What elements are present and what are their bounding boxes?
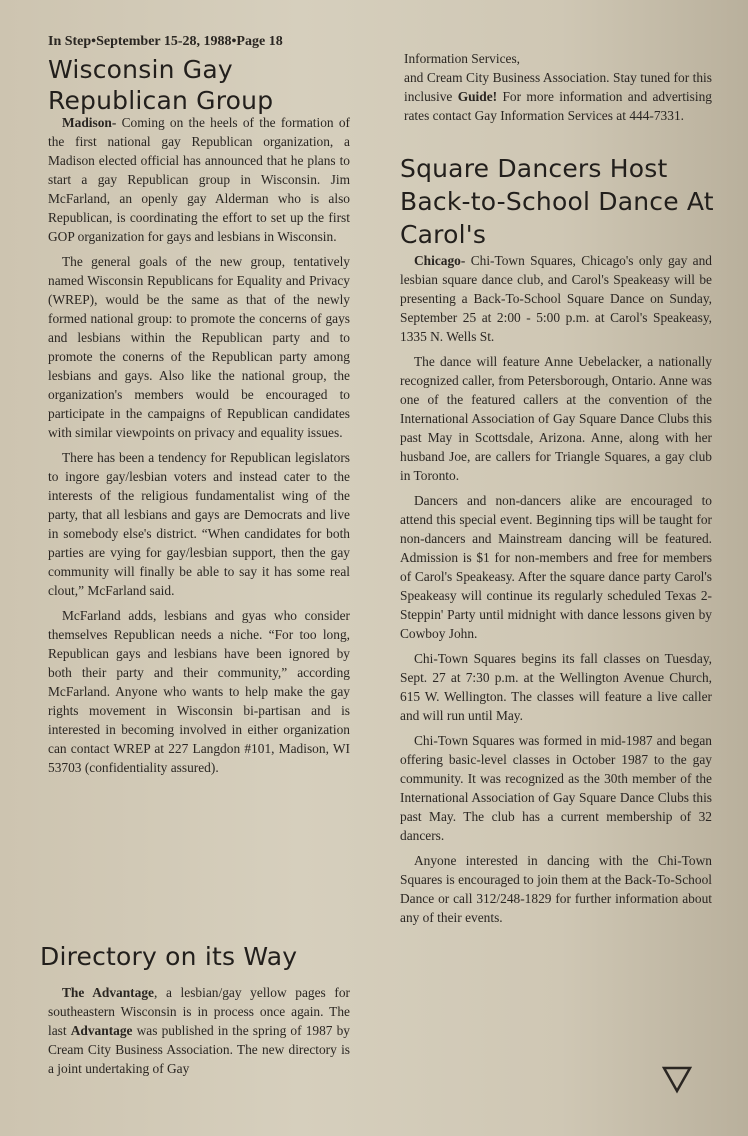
article-directory-body	[48, 983, 350, 1084]
square-paragraph-3: Dancers and non-dancers alike are encouraged to attend this special event. Beginning tips will be taught for non-dancers and Mainstream dancing will be featured. Admission is $1 for non-members and free for members of Carol's Speakeasy. After the square dance party Carol's Speakeasy will continue its regularly scheduled Texas 2-Steppin' Party until midnight with dance lessons given by Cowboy John.	[400, 493, 712, 641]
square-paragraph-1: Chicago- Chi-Town Squares, Chicago's only gay and lesbian square dance club, and Carol's Speakeasy will be presenting a Back-To-School Square Dance on Sunday, September 25 at 2:00 - 5:00 p.m. at Carol's Speakeasy, 1335 N. Wells St.	[400, 253, 712, 344]
wisconsin-paragraph-2: The general goals of the new group, tentatively named Wisconsin Republicans for Equality and Privacy (WREP), would be the same as that of the newly formed national group: to promote the concerns of gays and lesbians within the Republican party and to promote the conerns of the Republican party among lesbians and gays. Also like the national group, the organization's members would be encouraged to participate in the campaigns of Republican candidates with similar viewpoints on privacy and equality issues.	[48, 254, 350, 440]
wisconsin-paragraph-4: McFarland adds, lesbians and gyas who consider themselves Republican needs a niche. “For too long, Republican gays and lesbians have been ignored by both their party and their community,” according McFarland. Anyone who wants to help make the gay rights movement in Wisconsin bi-partisan and is interested in becoming involved in either organization can contact WREP at 227 Langdon #101, Madison, WI 53703 (confidentiality assured).	[48, 608, 350, 775]
folio-line: In Step•September 15-28, 1988•Page 18	[48, 34, 283, 49]
article-square-dance-body	[400, 251, 712, 933]
article-directory-continued	[404, 49, 712, 131]
headline-wisconsin: Wisconsin Gay Republican Group	[48, 55, 274, 115]
dateline-chicago: Chicago-	[414, 253, 466, 268]
directory-paragraph-1: The Advantage, a lesbian/gay yellow pages for southeastern Wisconsin is in process once again. The last Advantage was published in the spring of 1987 by Cream City Business Association. The new directory is a joint undertaking of Gay	[48, 985, 351, 1076]
wisconsin-paragraph-3: There has been a tendency for Republican legislators to ingore gay/lesbian voters and instead cater to the interests of the religious fundamentalist wing of the party, that all lesbians and gays are Democrats and live in somebody else's district. “When candidates for both parties are vying for gay/lesbian support, then the gay community will finally be able to say it has some real clout,” McFarland said.	[48, 450, 350, 598]
wisconsin-paragraph-1: Madison- Coming on the heels of the formation of the first national gay Republican organization, a Madison elected official has announced that he plans to start a gay Republican group in Wisconsin. Jim McFarland, an openly gay Alderman who is also Republican, is coordinating the effort to set up the first GOP organization for gays and lesbians in Wisconsin.	[48, 115, 350, 244]
article-wisconsin-body	[48, 113, 350, 783]
square-paragraph-2: The dance will feature Anne Uebelacker, a nationally recognized caller, from Petersborough, Ontario. Anne was one of the featured callers at the convention of the International Association of Gay Square Dance Clubs this past May in Scottsdale, Arizona. Anne, along with her husband Joe, are callers for Triangle Squares, a gay club in Toronto.	[400, 354, 712, 483]
directory-continued-line-1: Information Services,	[404, 51, 521, 66]
dateline-madison: Madison-	[62, 115, 117, 130]
square-paragraph-4: Chi-Town Squares begins its fall classes on Tuesday, Sept. 27 at 7:30 p.m. at the Wellington Avenue Church, 615 W. Wellington. The classes will feature a live caller and will run until May.	[400, 651, 712, 723]
square-paragraph-5: Chi-Town Squares was formed in mid-1987 and began offering basic-level classes in October 1987 to the gay community. It was recognized as the 30th member of the International Association of Gay Square Dance Clubs this past May. The club has a current membership of 32 dancers.	[400, 733, 712, 843]
directory-continued-paragraph: and Cream City Business Association. Stay tuned for this inclusive Guide! For more information and advertising rates contact Gay Information Services at 444-7331.	[404, 70, 712, 123]
headline-directory: Directory on its Way	[40, 942, 298, 971]
headline-square-dancers: Square Dancers Host Back-to-School Dance At Carol's	[400, 154, 714, 249]
end-of-article-triangle-icon	[662, 1066, 692, 1094]
square-paragraph-6: Anyone interested in dancing with the Chi-Town Squares is encouraged to join them at the Back-To-School Dance or call 312/248-1829 for further information about any of their events.	[400, 853, 712, 925]
